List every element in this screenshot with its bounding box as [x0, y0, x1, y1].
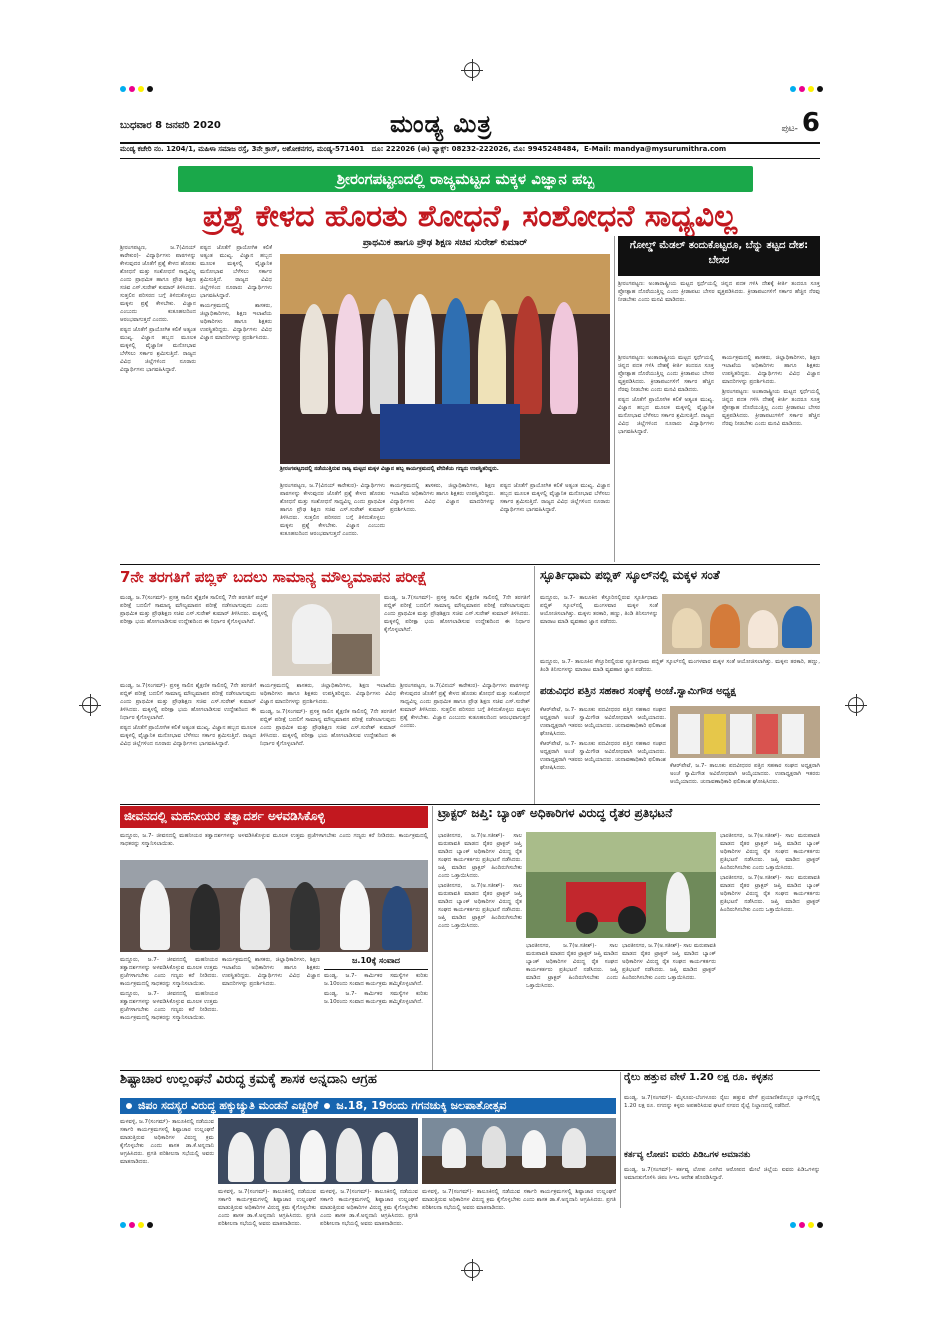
page-number: ಪುಟ- 6 [781, 108, 820, 138]
section-rule-3 [120, 1070, 820, 1071]
story-santhe-headline: ಸ್ಫೂರ್ತಿಧಾಮ ಪಬ್ಲಿಕ್ ಸ್ಕೂಲ್‌ನಲ್ಲಿ ಮಕ್ಕಳ ಸಂತೆ [540, 568, 720, 582]
story-shishtachara-body-col3: ಮಳವಳ್ಳಿ, ಜ.7(ಸಂಗಮ್)- ತಾಲೂಕಿನಲ್ಲಿ ನಡೆಯುವ ಸರ್ಕಾರಿ ಕಾರ್ಯಕ್ರಮಗಳಲ್ಲಿ ಶಿಷ್ಟಾಚಾರ ಉಲ್ಲಂಘನೆ ಮಾಡುತ್ತಿರುವ ಅಧಿಕಾರಿಗಳ ವಿರುದ್ಧ ಕ್ರಮ ಕೈಗೊಳ್ಳಬೇಕು ಎಂದು ಶಾಸಕ ಡಾ.ಕೆ.ಅನ್ನದಾನಿ ಆಗ್ರಹಿಸಿದರು. ಪ್ರಗತಿ ಪರಿಶೀಲನಾ ಸಭೆಯಲ್ಲಿ ಅವರು ಮಾತನಾಡಿದರು. [320, 1189, 418, 1227]
lead-photo-caption: ಶ್ರೀರಂಗಪಟ್ಟಣದಲ್ಲಿ ನಡೆಯುತ್ತಿರುವ ರಾಜ್ಯ ಮಟ್ಟದ ಮಕ್ಕಳ ವಿಜ್ಞಾನ ಹಬ್ಬ ಕಾರ್ಯಕ್ರಮದಲ್ಲಿ ವೇದಿಕೆಯ ಗಣ್ಯರು ಉಪಸ್ಥಿತರಿದ್ದರು. [280, 466, 499, 472]
story-7th-photo [272, 594, 380, 676]
story-santhe-photo [662, 594, 820, 654]
color-swatch-bottom-left [120, 1222, 153, 1228]
story-sahakara-body: ಕೆಆರ್‌ಪೇಟೆ, ಜ.7- ತಾಲೂಕು ಪದವೀಧರರ ಪತ್ತಿನ ಸಹಕಾರ ಸಂಘದ ಅಧ್ಯಕ್ಷರಾಗಿ ಅಂಚೆ ಸ್ವಾಮಿಗೌಡ ಅವಿರೋಧವಾಗಿ ಆಯ್ಕೆಯಾದರು. ಉಪಾಧ್ಯಕ್ಷರಾಗಿ ಇತರರು ಆಯ್ಕೆಯಾದರು. ಚುನಾವಣಾಧಿಕಾರಿ ಫಲಿತಾಂಶ ಘೋಷಿಸಿದರು. ಕೆಆರ್‌ಪೇಟೆ, ಜ.7- ತಾಲೂಕು ಪದವೀಧರರ ಪತ್ತಿನ ಸಹಕಾರ ಸಂಘದ ಅಧ್ಯಕ್ಷರಾಗಿ ಅಂಚೆ ಸ್ವಾಮಿಗೌಡ ಅವಿರೋಧವಾಗಿ ಆಯ್ಕೆಯಾದರು. ಉಪಾಧ್ಯಕ್ಷರಾಗಿ ಇತರರು ಆಯ್ಕೆಯಾದರು. ಚುನಾವಣಾಧಿಕಾರಿ ಫಲಿತಾಂಶ ಘೋಷಿಸಿದರು. [540, 707, 666, 771]
story-railway-sub-body: ಮಂಡ್ಯ, ಜ.7(ಸಂಗಮ್)- ಕರ್ತವ್ಯ ಲೋಪ ಎಸಗಿದ ಆರೋಪದ ಮೇಲೆ ಜಿಲ್ಲೆಯ ಐವರು ಪಿಡಿಒಗಳನ್ನು ಅಮಾನತುಗೊಳಿಸಿ ಜಿಪಂ ಸಿಇಒ ಆದೇಶ ಹೊರಡಿಸಿದ್ದಾರೆ. [624, 1167, 820, 1181]
column-divider [614, 236, 615, 562]
story-tractor-body-col1: ಭಾರತೀನಗರ, ಜ.7(ಅ.ಸತೀಶ್)- ಸಾಲ ಮರುಪಾವತಿ ಮಾಡದ ರೈತರ ಟ್ರಾಕ್ಟರ್ ಜಪ್ತಿ ಮಾಡಿದ ಬ್ಯಾಂಕ್ ಅಧಿಕಾರಿಗಳ ವಿರುದ್ಧ ರೈತ ಸಂಘದ ಕಾರ್ಯಕರ್ತರು ಪ್ರತಿಭಟನೆ ನಡೆಸಿದರು. ಜಪ್ತಿ ಮಾಡಿದ ಟ್ರಾಕ್ಟರ್ ಹಿಂದಿರುಗಿಸಬೇಕು ಎಂದು ಒತ್ತಾಯಿಸಿದರು. ಭಾರತೀನಗರ, ಜ.7(ಅ.ಸತೀಶ್)- ಸಾಲ ಮರುಪಾವತಿ ಮಾಡದ ರೈತರ ಟ್ರಾಕ್ಟರ್ ಜಪ್ತಿ ಮಾಡಿದ ಬ್ಯಾಂಕ್ ಅಧಿಕಾರಿಗಳ ವಿರುದ್ಧ ರೈತ ಸಂಘದ ಕಾರ್ಯಕರ್ತರು ಪ್ರತಿಭಟನೆ ನಡೆಸಿದರು. ಜಪ್ತಿ ಮಾಡಿದ ಟ್ರಾಕ್ಟರ್ ಹಿಂದಿರುಗಿಸಬೇಕು ಎಂದು ಒತ್ತಾಯಿಸಿದರು. [438, 833, 522, 929]
side-story-headline: ಗೋಲ್ಡ್ ಮೆಡಲ್ ತಂದುಕೊಟ್ಟರೂ, ಬೆನ್ನು ತಟ್ಟದ ದೇಶ: ಬೇಸರ [618, 236, 820, 276]
masthead [120, 108, 820, 160]
story-tractor-photo [526, 832, 716, 938]
story-shishtachara-photo-2 [422, 1118, 616, 1184]
section-rule-1 [120, 564, 820, 565]
lead-kicker: ಶ್ರೀರಂಗಪಟ್ಟಣದಲ್ಲಿ ರಾಜ್ಯಮಟ್ಟದ ಮಕ್ಕಳ ವಿಜ್ಞಾನ ಹಬ್ಬ [178, 166, 753, 192]
lead-body-col2: ಪಠ್ಯದ ಜೊತೆಗೆ ಪ್ರಾಯೋಗಿಕ ಕಲಿಕೆ ಅತ್ಯಂತ ಮುಖ್ಯ. ವಿಜ್ಞಾನ ಹಬ್ಬದ ಮೂಲಕ ಮಕ್ಕಳಲ್ಲಿ ವೈಜ್ಞಾನಿಕ ಮನೋಭಾವ ಬೆಳೆಸಲು ಸರ್ಕಾರ ಶ್ರಮಿಸುತ್ತಿದೆ. ರಾಜ್ಯದ ವಿವಿಧ ಜಿಲ್ಲೆಗಳಿಂದ ನೂರಾರು ವಿದ್ಯಾರ್ಥಿಗಳು ಭಾಗವಹಿಸಿದ್ದಾರೆ. ಕಾರ್ಯಕ್ರಮದಲ್ಲಿ ಶಾಸಕರು, ಜಿಲ್ಲಾಧಿಕಾರಿಗಳು, ಶಿಕ್ಷಣ ಇಲಾಖೆಯ ಅಧಿಕಾರಿಗಳು ಹಾಗೂ ಶಿಕ್ಷಕರು ಉಪಸ್ಥಿತರಿದ್ದರು. ವಿದ್ಯಾರ್ಥಿಗಳು ವಿವಿಧ ವಿಜ್ಞಾನ ಮಾದರಿಗಳನ್ನು ಪ್ರದರ್ಶಿಸಿದರು. [200, 245, 272, 341]
column-divider-2 [534, 566, 535, 804]
story-shishtachara-body-col2: ಮಳವಳ್ಳಿ, ಜ.7(ಸಂಗಮ್)- ತಾಲೂಕಿನಲ್ಲಿ ನಡೆಯುವ ಸರ್ಕಾರಿ ಕಾರ್ಯಕ್ರಮಗಳಲ್ಲಿ ಶಿಷ್ಟಾಚಾರ ಉಲ್ಲಂಘನೆ ಮಾಡುತ್ತಿರುವ ಅಧಿಕಾರಿಗಳ ವಿರುದ್ಧ ಕ್ರಮ ಕೈಗೊಳ್ಳಬೇಕು ಎಂದು ಶಾಸಕ ಡಾ.ಕೆ.ಅನ್ನದಾನಿ ಆಗ್ರಹಿಸಿದರು. ಪ್ರಗತಿ ಪರಿಶೀಲನಾ ಸಭೆಯಲ್ಲಿ ಅವರು ಮಾತನಾಡಿದರು. [218, 1189, 316, 1227]
story-7th-headline: 7ನೇ ತರಗತಿಗೆ ಪಬ್ಲಿಕ್ ಬದಲು ಸಾಮಾನ್ಯ ಮೌಲ್ಯಮಾಪನ ಪರೀಕ್ಷೆ [120, 568, 428, 586]
story-shishtachara-body-col4: ಮಳವಳ್ಳಿ, ಜ.7(ಸಂಗಮ್)- ತಾಲೂಕಿನಲ್ಲಿ ನಡೆಯುವ ಸರ್ಕಾರಿ ಕಾರ್ಯಕ್ರಮಗಳಲ್ಲಿ ಶಿಷ್ಟಾಚಾರ ಉಲ್ಲಂಘನೆ ಮಾಡುತ್ತಿರುವ ಅಧಿಕಾರಿಗಳ ವಿರುದ್ಧ ಕ್ರಮ ಕೈಗೊಳ್ಳಬೇಕು ಎಂದು ಶಾಸಕ ಡಾ.ಕೆ.ಅನ್ನದಾನಿ ಆಗ್ರಹಿಸಿದರು. ಪ್ರಗತಿ ಪರಿಶೀಲನಾ ಸಭೆಯಲ್ಲಿ ಅವರು ಮಾತನಾಡಿದರು. [422, 1189, 616, 1211]
story-tractor-body-col2: ಭಾರತೀನಗರ, ಜ.7(ಅ.ಸತೀಶ್)- ಸಾಲ ಮರುಪಾವತಿ ಮಾಡದ ರೈತರ ಟ್ರಾಕ್ಟರ್ ಜಪ್ತಿ ಮಾಡಿದ ಬ್ಯಾಂಕ್ ಅಧಿಕಾರಿಗಳ ವಿರುದ್ಧ ರೈತ ಸಂಘದ ಕಾರ್ಯಕರ್ತರು ಪ್ರತಿಭಟನೆ ನಡೆಸಿದರು. ಜಪ್ತಿ ಮಾಡಿದ ಟ್ರಾಕ್ಟರ್ ಹಿಂದಿರುಗಿಸಬೇಕು ಎಂದು ಒತ್ತಾಯಿಸಿದರು. [526, 943, 618, 989]
story-7th-body-col2: ಮಂಡ್ಯ, ಜ.7(ಸಂಗಮ್)- ಪ್ರಸಕ್ತ ಸಾಲಿನ ಶೈಕ್ಷಣಿಕ ಸಾಲಿನಲ್ಲಿ 7ನೇ ತರಗತಿಗೆ ಪಬ್ಲಿಕ್ ಪರೀಕ್ಷೆ ಬದಲಿಗೆ ಸಾಮಾನ್ಯ ಮೌಲ್ಯಮಾಪನ ಪರೀಕ್ಷೆ ನಡೆಸಲಾಗುವುದು ಎಂದು ಪ್ರಾಥಮಿಕ ಮತ್ತು ಪ್ರೌಢಶಿಕ್ಷಣ ಸಚಿವ ಎಸ್.ಸುರೇಶ್ ಕುಮಾರ್ ತಿಳಿಸಿದರು. ಮಕ್ಕಳಲ್ಲಿ ಪರೀಕ್ಷಾ ಭಯ ಹೋಗಲಾಡಿಸುವ ಉದ್ದೇಶದಿಂದ ಈ ನಿರ್ಧಾರ ಕೈಗೊಳ್ಳಲಾಗಿದೆ. [384, 595, 530, 633]
story-tractor-headline: ಟ್ರಾಕ್ಟರ್ ಜಪ್ತಿ: ಬ್ಯಾಂಕ್ ಅಧಿಕಾರಿಗಳ ವಿರುದ್ಧ ರೈತರ ಪ್ರತಿಭಟನೆ [438, 806, 673, 820]
story-jeevana-headline: ಜೀವನದಲ್ಲಿ ಮಹನೀಯರ ತತ್ವಾದರ್ಶ ಅಳವಡಿಸಿಕೊಳ್ಳಿ [120, 806, 428, 828]
bullet-icon [126, 1103, 132, 1109]
side-story-body: ಶ್ರೀರಂಗಪಟ್ಟಣ: ಅಂತಾರಾಷ್ಟ್ರೀಯ ಮಟ್ಟದ ಸ್ಪರ್ಧೆಯಲ್ಲಿ ಚಿನ್ನದ ಪದಕ ಗಳಿಸಿ ದೇಶಕ್ಕೆ ಕೀರ್ತಿ ತಂದರೂ ಸೂಕ್ತ ಪ್ರೋತ್ಸಾಹ ದೊರೆಯುತ್ತಿಲ್ಲ ಎಂದು ಕ್ರೀಡಾಪಟು ಬೇಸರ ವ್ಯಕ್ತಪಡಿಸಿದರು. ಕ್ರೀಡಾಪಟುಗಳಿಗೆ ಸರ್ಕಾರ ಹೆಚ್ಚಿನ ನೆರವು ನೀಡಬೇಕು ಎಂದು ಮನವಿ ಮಾಡಿದರು. [618, 281, 820, 303]
story-jeevana-body-2: ಮದ್ದೂರು, ಜ.7- ಜೀವನದಲ್ಲಿ ಮಹನೀಯರ ತತ್ವಾದರ್ಶಗಳನ್ನು ಅಳವಡಿಸಿಕೊಳ್ಳುವ ಮೂಲಕ ಉತ್ತಮ ಪ್ರಜೆಗಳಾಗಬೇಕು ಎಂದು ಗಣ್ಯರು ಕರೆ ನೀಡಿದರು. ಕಾರ್ಯಕ್ರಮದಲ್ಲಿ ಸಾಧಕರನ್ನು ಸನ್ಮಾನಿಸಲಾಯಿತು. ಮದ್ದೂರು, ಜ.7- ಜೀವನದಲ್ಲಿ ಮಹನೀಯರ ತತ್ವಾದರ್ಶಗಳನ್ನು ಅಳವಡಿಸಿಕೊಳ್ಳುವ ಮೂಲಕ ಉತ್ತಮ ಪ್ರಜೆಗಳಾಗಬೇಕು ಎಂದು ಗಣ್ಯರು ಕರೆ ನೀಡಿದರು. ಕಾರ್ಯಕ್ರಮದಲ್ಲಿ ಸಾಧಕರನ್ನು ಸನ್ಮಾನಿಸಲಾಯಿತು. [120, 957, 218, 1021]
registration-mark-left [82, 697, 98, 713]
office-address: ಮಂಡ್ಯ ಕಚೇರಿ ನಂ. 1204/1, ಮಹಿಳಾ ಸಮಾಜ ರಸ್ತೆ, 3ನೇ ಕ್ರಾಸ್, ಅಶೋಕನಗರ, ಮಂಡ್ಯ-571401 [120, 145, 365, 153]
registration-mark-right [848, 697, 864, 713]
office-email: E-Mail: mandya@mysurumithra.com [583, 145, 727, 153]
lead-photo [280, 254, 610, 464]
story-railway-headline: ರೈಲು ಹತ್ತುವ ವೇಳೆ 1.20 ಲಕ್ಷ ರೂ. ಕಳ್ಳತನ [624, 1072, 773, 1083]
section-rule-2 [120, 804, 820, 805]
lead-headline: ಪ್ರಶ್ನೆ ಕೇಳದ ಹೊರತು ಶೋಧನೆ, ಸಂಶೋಧನೆ ಸಾಧ್ಯವಿಲ್ಲ [202, 199, 738, 234]
story-tractor-body-col4: ಭಾರತೀನಗರ, ಜ.7(ಅ.ಸತೀಶ್)- ಸಾಲ ಮರುಪಾವತಿ ಮಾಡದ ರೈತರ ಟ್ರಾಕ್ಟರ್ ಜಪ್ತಿ ಮಾಡಿದ ಬ್ಯಾಂಕ್ ಅಧಿಕಾರಿಗಳ ವಿರುದ್ಧ ರೈತ ಸಂಘದ ಕಾರ್ಯಕರ್ತರು ಪ್ರತಿಭಟನೆ ನಡೆಸಿದರು. ಜಪ್ತಿ ಮಾಡಿದ ಟ್ರಾಕ್ಟರ್ ಹಿಂದಿರುಗಿಸಬೇಕು ಎಂದು ಒತ್ತಾಯಿಸಿದರು. ಭಾರತೀನಗರ, ಜ.7(ಅ.ಸತೀಶ್)- ಸಾಲ ಮರುಪಾವತಿ ಮಾಡದ ರೈತರ ಟ್ರಾಕ್ಟರ್ ಜಪ್ತಿ ಮಾಡಿದ ಬ್ಯಾಂಕ್ ಅಧಿಕಾರಿಗಳ ವಿರುದ್ಧ ರೈತ ಸಂಘದ ಕಾರ್ಯಕರ್ತರು ಪ್ರತಿಭಟನೆ ನಡೆಸಿದರು. ಜಪ್ತಿ ಮಾಡಿದ ಟ್ರಾಕ್ಟರ್ ಹಿಂದಿರುಗಿಸಬೇಕು ಎಂದು ಒತ್ತಾಯಿಸಿದರು. [720, 833, 820, 913]
lead-body-col1: ಶ್ರೀರಂಗಪಟ್ಟಣ, ಜ.7(ವಿನಯ್ ಕಾರೇಕುರ)- ವಿದ್ಯಾರ್ಥಿಗಳು ಪಾಠಗಳನ್ನು ಕೇಳುವುದರ ಜೊತೆಗೆ ಪ್ರಶ್ನೆ ಕೇಳದ ಹೊರತು ಶೋಧನೆ ಮತ್ತು ಸಂಶೋಧನೆ ಸಾಧ್ಯವಿಲ್ಲ ಎಂದು ಪ್ರಾಥಮಿಕ ಹಾಗೂ ಪ್ರೌಢ ಶಿಕ್ಷಣ ಸಚಿವ ಎಸ್.ಸುರೇಶ್ ಕುಮಾರ್ ತಿಳಿಸಿದರು. ಸುತ್ತಲಿನ ಪರಿಸರದ ಬಗ್ಗೆ ತಿಳಿದುಕೊಳ್ಳಲು ಮಕ್ಕಳು ಪ್ರಶ್ನೆ ಕೇಳಬೇಕು. ವಿಜ್ಞಾನ ಎಂಬುದು ಕುತೂಹಲದಿಂದ ಆರಂಭವಾಗುತ್ತದೆ ಎಂದರು. ಪಠ್ಯದ ಜೊತೆಗೆ ಪ್ರಾಯೋಗಿಕ ಕಲಿಕೆ ಅತ್ಯಂತ ಮುಖ್ಯ. ವಿಜ್ಞಾನ ಹಬ್ಬದ ಮೂಲಕ ಮಕ್ಕಳಲ್ಲಿ ವೈಜ್ಞಾನಿಕ ಮನೋಭಾವ ಬೆಳೆಸಲು ಸರ್ಕಾರ ಶ್ರಮಿಸುತ್ತಿದೆ. ರಾಜ್ಯದ ವಿವಿಧ ಜಿಲ್ಲೆಗಳಿಂದ ನೂರಾರು ವಿದ್ಯಾರ್ಥಿಗಳು ಭಾಗವಹಿಸಿದ್ದಾರೆ. [120, 245, 196, 373]
color-swatch-top-left [120, 86, 153, 92]
lead-body-col3: ಶ್ರೀರಂಗಪಟ್ಟಣ, ಜ.7(ವಿನಯ್ ಕಾರೇಕುರ)- ವಿದ್ಯಾರ್ಥಿಗಳು ಪಾಠಗಳನ್ನು ಕೇಳುವುದರ ಜೊತೆಗೆ ಪ್ರಶ್ನೆ ಕೇಳದ ಹೊರತು ಶೋಧನೆ ಮತ್ತು ಸಂಶೋಧನೆ ಸಾಧ್ಯವಿಲ್ಲ ಎಂದು ಪ್ರಾಥಮಿಕ ಹಾಗೂ ಪ್ರೌಢ ಶಿಕ್ಷಣ ಸಚಿವ ಎಸ್.ಸುರೇಶ್ ಕುಮಾರ್ ತಿಳಿಸಿದರು. ಸುತ್ತಲಿನ ಪರಿಸರದ ಬಗ್ಗೆ ತಿಳಿದುಕೊಳ್ಳಲು ಮಕ್ಕಳು ಪ್ರಶ್ನೆ ಕೇಳಬೇಕು. ವಿಜ್ಞಾನ ಎಂಬುದು ಕುತೂಹಲದಿಂದ ಆರಂಭವಾಗುತ್ತದೆ ಎಂದರು. [280, 483, 385, 537]
side-story-body-3: ಕಾರ್ಯಕ್ರಮದಲ್ಲಿ ಶಾಸಕರು, ಜಿಲ್ಲಾಧಿಕಾರಿಗಳು, ಶಿಕ್ಷಣ ಇಲಾಖೆಯ ಅಧಿಕಾರಿಗಳು ಹಾಗೂ ಶಿಕ್ಷಕರು ಉಪಸ್ಥಿತರಿದ್ದರು. ವಿದ್ಯಾರ್ಥಿಗಳು ವಿವಿಧ ವಿಜ್ಞಾನ ಮಾದರಿಗಳನ್ನು ಪ್ರದರ್ಶಿಸಿದರು. ಶ್ರೀರಂಗಪಟ್ಟಣ: ಅಂತಾರಾಷ್ಟ್ರೀಯ ಮಟ್ಟದ ಸ್ಪರ್ಧೆಯಲ್ಲಿ ಚಿನ್ನದ ಪದಕ ಗಳಿಸಿ ದೇಶಕ್ಕೆ ಕೀರ್ತಿ ತಂದರೂ ಸೂಕ್ತ ಪ್ರೋತ್ಸಾಹ ದೊರೆಯುತ್ತಿಲ್ಲ ಎಂದು ಕ್ರೀಡಾಪಟು ಬೇಸರ ವ್ಯಕ್ತಪಡಿಸಿದರು. ಕ್ರೀಡಾಪಟುಗಳಿಗೆ ಸರ್ಕಾರ ಹೆಚ್ಚಿನ ನೆರವು ನೀಡಬೇಕು ಎಂದು ಮನವಿ ಮಾಡಿದರು. [722, 355, 820, 427]
story-jeevana-photo [120, 860, 428, 952]
color-swatch-bottom-right [790, 1222, 823, 1228]
color-swatch-top-right [790, 86, 823, 92]
story-jeevana-sub-body: ಮಂಡ್ಯ, ಜ.7- ಕಾರ್ಮಿಕರ ಸಮಸ್ಯೆಗಳ ಕುರಿತು ಜ.10ರಂದು ಸಂವಾದ ಕಾರ್ಯಕ್ರಮ ಹಮ್ಮಿಕೊಳ್ಳಲಾಗಿದೆ. ಮಂಡ್ಯ, ಜ.7- ಕಾರ್ಮಿಕರ ಸಮಸ್ಯೆಗಳ ಕುರಿತು ಜ.10ರಂದು ಸಂವಾದ ಕಾರ್ಯಕ್ರಮ ಹಮ್ಮಿಕೊಳ್ಳಲಾಗಿದೆ. [324, 973, 428, 1005]
story-santhe-body: ಮದ್ದೂರು, ಜ.7- ತಾಲೂಕಿನ ಕೆಸ್ತೂರಿನಲ್ಲಿರುವ ಸ್ಫೂರ್ತಿಧಾಮ ಪಬ್ಲಿಕ್ ಸ್ಕೂಲ್‌ನಲ್ಲಿ ಮಂಗಳವಾರ ಮಕ್ಕಳ ಸಂತೆ ಆಯೋಜಿಸಲಾಗಿತ್ತು. ಮಕ್ಕಳು ತರಕಾರಿ, ಹಣ್ಣು, ತಿಂಡಿ ತಿನಿಸುಗಳನ್ನು ಮಾರಾಟ ಮಾಡಿ ವ್ಯವಹಾರ ಜ್ಞಾನ ಪಡೆದರು. [540, 595, 658, 625]
story-shishtachara-photo [218, 1118, 418, 1184]
lead-photo-title: ಪ್ರಾಥಮಿಕ ಹಾಗೂ ಪ್ರೌಢ ಶಿಕ್ಷಣ ಸಚಿವ ಸುರೇಶ್ ಕುಮಾರ್ [362, 238, 528, 248]
story-jeevana-subhead: ಜ.10ಕ್ಕೆ ಸಂವಾದ [324, 956, 428, 970]
issue-date: ಬುಧವಾರ 8 ಜನವರಿ 2020 [120, 120, 221, 131]
story-jeevana-body: ಮದ್ದೂರು, ಜ.7- ಜೀವನದಲ್ಲಿ ಮಹನೀಯರ ತತ್ವಾದರ್ಶಗಳನ್ನು ಅಳವಡಿಸಿಕೊಳ್ಳುವ ಮೂಲಕ ಉತ್ತಮ ಪ್ರಜೆಗಳಾಗಬೇಕು ಎಂದು ಗಣ್ಯರು ಕರೆ ನೀಡಿದರು. ಕಾರ್ಯಕ್ರಮದಲ್ಲಿ ಸಾಧಕರನ್ನು ಸನ್ಮಾನಿಸಲಾಯಿತು. [120, 833, 428, 847]
registration-mark-bottom [464, 1262, 480, 1278]
story-sahakara-photo [670, 706, 820, 758]
column-divider-4 [620, 1072, 621, 1208]
bullet-icon [324, 1103, 330, 1109]
story-sahakara-headline: ಪಡುವಿಧರ ಪತ್ತಿನ ಸಹಕಾರ ಸಂಘಕ್ಕೆ ಅಂಚೆ.ಸ್ವಾಮಿಗೌಡ ಅಧ್ಯಕ್ಷ [540, 686, 736, 697]
office-phone: ದೂ: 222026 (ಈ) ಫ್ಯಾಕ್ಸ್: 08232-222026, ಮೊ: 9945248484, [371, 145, 580, 153]
story-railway-subhead: ಕರ್ತವ್ಯ ಲೋಪ: ಐವರು ಪಿಡಿಒಗಳ ಅಮಾನತು [624, 1150, 751, 1160]
story-shishtachara-tagline: ಜಿಪಂ ಸದಸ್ಯರ ವಿರುದ್ಧ ಹಕ್ಕುಚ್ಯುತಿ ಮಂಡನೆ ಎಚ್ಚರಿಕೆ ಜ.18, 19ರಂದು ಗಗನಚುಕ್ಕಿ ಜಲಪಾತೋತ್ಸವ [120, 1098, 616, 1114]
story-7th-body-col1: ಮಂಡ್ಯ, ಜ.7(ಸಂಗಮ್)- ಪ್ರಸಕ್ತ ಸಾಲಿನ ಶೈಕ್ಷಣಿಕ ಸಾಲಿನಲ್ಲಿ 7ನೇ ತರಗತಿಗೆ ಪಬ್ಲಿಕ್ ಪರೀಕ್ಷೆ ಬದಲಿಗೆ ಸಾಮಾನ್ಯ ಮೌಲ್ಯಮಾಪನ ಪರೀಕ್ಷೆ ನಡೆಸಲಾಗುವುದು ಎಂದು ಪ್ರಾಥಮಿಕ ಮತ್ತು ಪ್ರೌಢಶಿಕ್ಷಣ ಸಚಿವ ಎಸ್.ಸುರೇಶ್ ಕುಮಾರ್ ತಿಳಿಸಿದರು. ಮಕ್ಕಳಲ್ಲಿ ಪರೀಕ್ಷಾ ಭಯ ಹೋಗಲಾಡಿಸುವ ಉದ್ದೇಶದಿಂದ ಈ ನಿರ್ಧಾರ ಕೈಗೊಳ್ಳಲಾಗಿದೆ. [120, 595, 268, 625]
story-shishtachara-headline: ಶಿಷ್ಟಾಚಾರ ಉಲ್ಲಂಘನೆ ವಿರುದ್ಧ ಕ್ರಮಕ್ಕೆ ಶಾಸಕ ಅನ್ನದಾನಿ ಆಗ್ರಹ [120, 1072, 377, 1087]
story-tractor-body-col3: ಭಾರತೀನಗರ, ಜ.7(ಅ.ಸತೀಶ್)- ಸಾಲ ಮರುಪಾವತಿ ಮಾಡದ ರೈತರ ಟ್ರಾಕ್ಟರ್ ಜಪ್ತಿ ಮಾಡಿದ ಬ್ಯಾಂಕ್ ಅಧಿಕಾರಿಗಳ ವಿರುದ್ಧ ರೈತ ಸಂಘದ ಕಾರ್ಯಕರ್ತರು ಪ್ರತಿಭಟನೆ ನಡೆಸಿದರು. ಜಪ್ತಿ ಮಾಡಿದ ಟ್ರಾಕ್ಟರ್ ಹಿಂದಿರುಗಿಸಬೇಕು ಎಂದು ಒತ್ತಾಯಿಸಿದರು. [622, 943, 716, 981]
story-7th-body-col4: ಕಾರ್ಯಕ್ರಮದಲ್ಲಿ ಶಾಸಕರು, ಜಿಲ್ಲಾಧಿಕಾರಿಗಳು, ಶಿಕ್ಷಣ ಇಲಾಖೆಯ ಅಧಿಕಾರಿಗಳು ಹಾಗೂ ಶಿಕ್ಷಕರು ಉಪಸ್ಥಿತರಿದ್ದರು. ವಿದ್ಯಾರ್ಥಿಗಳು ವಿವಿಧ ವಿಜ್ಞಾನ ಮಾದರಿಗಳನ್ನು ಪ್ರದರ್ಶಿಸಿದರು. ಮಂಡ್ಯ, ಜ.7(ಸಂಗಮ್)- ಪ್ರಸಕ್ತ ಸಾಲಿನ ಶೈಕ್ಷಣಿಕ ಸಾಲಿನಲ್ಲಿ 7ನೇ ತರಗತಿಗೆ ಪಬ್ಲಿಕ್ ಪರೀಕ್ಷೆ ಬದಲಿಗೆ ಸಾಮಾನ್ಯ ಮೌಲ್ಯಮಾಪನ ಪರೀಕ್ಷೆ ನಡೆಸಲಾಗುವುದು ಎಂದು ಪ್ರಾಥಮಿಕ ಮತ್ತು ಪ್ರೌಢಶಿಕ್ಷಣ ಸಚಿವ ಎಸ್.ಸುರೇಶ್ ಕುಮಾರ್ ತಿಳಿಸಿದರು. ಮಕ್ಕಳಲ್ಲಿ ಪರೀಕ್ಷಾ ಭಯ ಹೋಗಲಾಡಿಸುವ ಉದ್ದೇಶದಿಂದ ಈ ನಿರ್ಧಾರ ಕೈಗೊಳ್ಳಲಾಗಿದೆ. [260, 683, 396, 747]
masthead-rule-bottom [120, 158, 820, 159]
story-shishtachara-body-col1: ಮಳವಳ್ಳಿ, ಜ.7(ಸಂಗಮ್)- ತಾಲೂಕಿನಲ್ಲಿ ನಡೆಯುವ ಸರ್ಕಾರಿ ಕಾರ್ಯಕ್ರಮಗಳಲ್ಲಿ ಶಿಷ್ಟಾಚಾರ ಉಲ್ಲಂಘನೆ ಮಾಡುತ್ತಿರುವ ಅಧಿಕಾರಿಗಳ ವಿರುದ್ಧ ಕ್ರಮ ಕೈಗೊಳ್ಳಬೇಕು ಎಂದು ಶಾಸಕ ಡಾ.ಕೆ.ಅನ್ನದಾನಿ ಆಗ್ರಹಿಸಿದರು. ಪ್ರಗತಿ ಪರಿಶೀಲನಾ ಸಭೆಯಲ್ಲಿ ಅವರು ಮಾತನಾಡಿದರು. [120, 1119, 214, 1165]
lead-body-col4: ಕಾರ್ಯಕ್ರಮದಲ್ಲಿ ಶಾಸಕರು, ಜಿಲ್ಲಾಧಿಕಾರಿಗಳು, ಶಿಕ್ಷಣ ಇಲಾಖೆಯ ಅಧಿಕಾರಿಗಳು ಹಾಗೂ ಶಿಕ್ಷಕರು ಉಪಸ್ಥಿತರಿದ್ದರು. ವಿದ್ಯಾರ್ಥಿಗಳು ವಿವಿಧ ವಿಜ್ಞಾನ ಮಾದರಿಗಳನ್ನು ಪ್ರದರ್ಶಿಸಿದರು. [390, 483, 495, 513]
side-story-body-2: ಶ್ರೀರಂಗಪಟ್ಟಣ: ಅಂತಾರಾಷ್ಟ್ರೀಯ ಮಟ್ಟದ ಸ್ಪರ್ಧೆಯಲ್ಲಿ ಚಿನ್ನದ ಪದಕ ಗಳಿಸಿ ದೇಶಕ್ಕೆ ಕೀರ್ತಿ ತಂದರೂ ಸೂಕ್ತ ಪ್ರೋತ್ಸಾಹ ದೊರೆಯುತ್ತಿಲ್ಲ ಎಂದು ಕ್ರೀಡಾಪಟು ಬೇಸರ ವ್ಯಕ್ತಪಡಿಸಿದರು. ಕ್ರೀಡಾಪಟುಗಳಿಗೆ ಸರ್ಕಾರ ಹೆಚ್ಚಿನ ನೆರವು ನೀಡಬೇಕು ಎಂದು ಮನವಿ ಮಾಡಿದರು. ಪಠ್ಯದ ಜೊತೆಗೆ ಪ್ರಾಯೋಗಿಕ ಕಲಿಕೆ ಅತ್ಯಂತ ಮುಖ್ಯ. ವಿಜ್ಞಾನ ಹಬ್ಬದ ಮೂಲಕ ಮಕ್ಕಳಲ್ಲಿ ವೈಜ್ಞಾನಿಕ ಮನೋಭಾವ ಬೆಳೆಸಲು ಸರ್ಕಾರ ಶ್ರಮಿಸುತ್ತಿದೆ. ರಾಜ್ಯದ ವಿವಿಧ ಜಿಲ್ಲೆಗಳಿಂದ ನೂರಾರು ವಿದ್ಯಾರ್ಥಿಗಳು ಭಾಗವಹಿಸಿದ್ದಾರೆ. [618, 355, 714, 435]
story-sahakara-body-2: ಕೆಆರ್‌ಪೇಟೆ, ಜ.7- ತಾಲೂಕು ಪದವೀಧರರ ಪತ್ತಿನ ಸಹಕಾರ ಸಂಘದ ಅಧ್ಯಕ್ಷರಾಗಿ ಅಂಚೆ ಸ್ವಾಮಿಗೌಡ ಅವಿರೋಧವಾಗಿ ಆಯ್ಕೆಯಾದರು. ಉಪಾಧ್ಯಕ್ಷರಾಗಿ ಇತರರು ಆಯ್ಕೆಯಾದರು. ಚುನಾವಣಾಧಿಕಾರಿ ಫಲಿತಾಂಶ ಘೋಷಿಸಿದರು. [670, 763, 820, 785]
newspaper-logo: ಮಂಡ್ಯ ಮಿತ್ರ [390, 110, 493, 138]
story-santhe-body-2: ಮದ್ದೂರು, ಜ.7- ತಾಲೂಕಿನ ಕೆಸ್ತೂರಿನಲ್ಲಿರುವ ಸ್ಫೂರ್ತಿಧಾಮ ಪಬ್ಲಿಕ್ ಸ್ಕೂಲ್‌ನಲ್ಲಿ ಮಂಗಳವಾರ ಮಕ್ಕಳ ಸಂತೆ ಆಯೋಜಿಸಲಾಗಿತ್ತು. ಮಕ್ಕಳು ತರಕಾರಿ, ಹಣ್ಣು, ತಿಂಡಿ ತಿನಿಸುಗಳನ್ನು ಮಾರಾಟ ಮಾಡಿ ವ್ಯವಹಾರ ಜ್ಞಾನ ಪಡೆದರು. [540, 659, 820, 673]
masthead-rule [120, 142, 820, 144]
story-7th-body-col3: ಮಂಡ್ಯ, ಜ.7(ಸಂಗಮ್)- ಪ್ರಸಕ್ತ ಸಾಲಿನ ಶೈಕ್ಷಣಿಕ ಸಾಲಿನಲ್ಲಿ 7ನೇ ತರಗತಿಗೆ ಪಬ್ಲಿಕ್ ಪರೀಕ್ಷೆ ಬದಲಿಗೆ ಸಾಮಾನ್ಯ ಮೌಲ್ಯಮಾಪನ ಪರೀಕ್ಷೆ ನಡೆಸಲಾಗುವುದು ಎಂದು ಪ್ರಾಥಮಿಕ ಮತ್ತು ಪ್ರೌಢಶಿಕ್ಷಣ ಸಚಿವ ಎಸ್.ಸುರೇಶ್ ಕುಮಾರ್ ತಿಳಿಸಿದರು. ಮಕ್ಕಳಲ್ಲಿ ಪರೀಕ್ಷಾ ಭಯ ಹೋಗಲಾಡಿಸುವ ಉದ್ದೇಶದಿಂದ ಈ ನಿರ್ಧಾರ ಕೈಗೊಳ್ಳಲಾಗಿದೆ. ಪಠ್ಯದ ಜೊತೆಗೆ ಪ್ರಾಯೋಗಿಕ ಕಲಿಕೆ ಅತ್ಯಂತ ಮುಖ್ಯ. ವಿಜ್ಞಾನ ಹಬ್ಬದ ಮೂಲಕ ಮಕ್ಕಳಲ್ಲಿ ವೈಜ್ಞಾನಿಕ ಮನೋಭಾವ ಬೆಳೆಸಲು ಸರ್ಕಾರ ಶ್ರಮಿಸುತ್ತಿದೆ. ರಾಜ್ಯದ ವಿವಿಧ ಜಿಲ್ಲೆಗಳಿಂದ ನೂರಾರು ವಿದ್ಯಾರ್ಥಿಗಳು ಭಾಗವಹಿಸಿದ್ದಾರೆ. [120, 683, 256, 747]
story-railway-body: ಮಂಡ್ಯ, ಜ.7(ಸಂಗಮ್)- ಮೈಸೂರು-ಬೆಂಗಳೂರು ರೈಲು ಹತ್ತುವ ವೇಳೆ ಪ್ರಯಾಣಿಕರೊಬ್ಬರ ಬ್ಯಾಗ್‌ನಲ್ಲಿದ್ದ 1.20 ಲಕ್ಷ ರೂ. ನಗದನ್ನು ಕಳ್ಳರು ಅಪಹರಿಸಿರುವ ಘಟನೆ ನಗರದ ರೈಲ್ವೆ ನಿಲ್ದಾಣದಲ್ಲಿ ನಡೆದಿದೆ. [624, 1095, 820, 1109]
newspaper-page [120, 108, 820, 1227]
office-info [120, 145, 820, 154]
lead-body-col5: ಪಠ್ಯದ ಜೊತೆಗೆ ಪ್ರಾಯೋಗಿಕ ಕಲಿಕೆ ಅತ್ಯಂತ ಮುಖ್ಯ. ವಿಜ್ಞಾನ ಹಬ್ಬದ ಮೂಲಕ ಮಕ್ಕಳಲ್ಲಿ ವೈಜ್ಞಾನಿಕ ಮನೋಭಾವ ಬೆಳೆಸಲು ಸರ್ಕಾರ ಶ್ರಮಿಸುತ್ತಿದೆ. ರಾಜ್ಯದ ವಿವಿಧ ಜಿಲ್ಲೆಗಳಿಂದ ನೂರಾರು ವಿದ್ಯಾರ್ಥಿಗಳು ಭಾಗವಹಿಸಿದ್ದಾರೆ. [500, 483, 610, 513]
story-jeevana-body-3: ಕಾರ್ಯಕ್ರಮದಲ್ಲಿ ಶಾಸಕರು, ಜಿಲ್ಲಾಧಿಕಾರಿಗಳು, ಶಿಕ್ಷಣ ಇಲಾಖೆಯ ಅಧಿಕಾರಿಗಳು ಹಾಗೂ ಶಿಕ್ಷಕರು ಉಪಸ್ಥಿತರಿದ್ದರು. ವಿದ್ಯಾರ್ಥಿಗಳು ವಿವಿಧ ವಿಜ್ಞಾನ ಮಾದರಿಗಳನ್ನು ಪ್ರದರ್ಶಿಸಿದರು. [222, 957, 320, 987]
registration-mark-top [464, 62, 480, 78]
story-7th-body-col5: ಶ್ರೀರಂಗಪಟ್ಟಣ, ಜ.7(ವಿನಯ್ ಕಾರೇಕುರ)- ವಿದ್ಯಾರ್ಥಿಗಳು ಪಾಠಗಳನ್ನು ಕೇಳುವುದರ ಜೊತೆಗೆ ಪ್ರಶ್ನೆ ಕೇಳದ ಹೊರತು ಶೋಧನೆ ಮತ್ತು ಸಂಶೋಧನೆ ಸಾಧ್ಯವಿಲ್ಲ ಎಂದು ಪ್ರಾಥಮಿಕ ಹಾಗೂ ಪ್ರೌಢ ಶಿಕ್ಷಣ ಸಚಿವ ಎಸ್.ಸುರೇಶ್ ಕುಮಾರ್ ತಿಳಿಸಿದರು. ಸುತ್ತಲಿನ ಪರಿಸರದ ಬಗ್ಗೆ ತಿಳಿದುಕೊಳ್ಳಲು ಮಕ್ಕಳು ಪ್ರಶ್ನೆ ಕೇಳಬೇಕು. ವಿಜ್ಞಾನ ಎಂಬುದು ಕುತೂಹಲದಿಂದ ಆರಂಭವಾಗುತ್ತದೆ ಎಂದರು. [400, 683, 530, 729]
column-divider-3 [432, 806, 433, 1070]
